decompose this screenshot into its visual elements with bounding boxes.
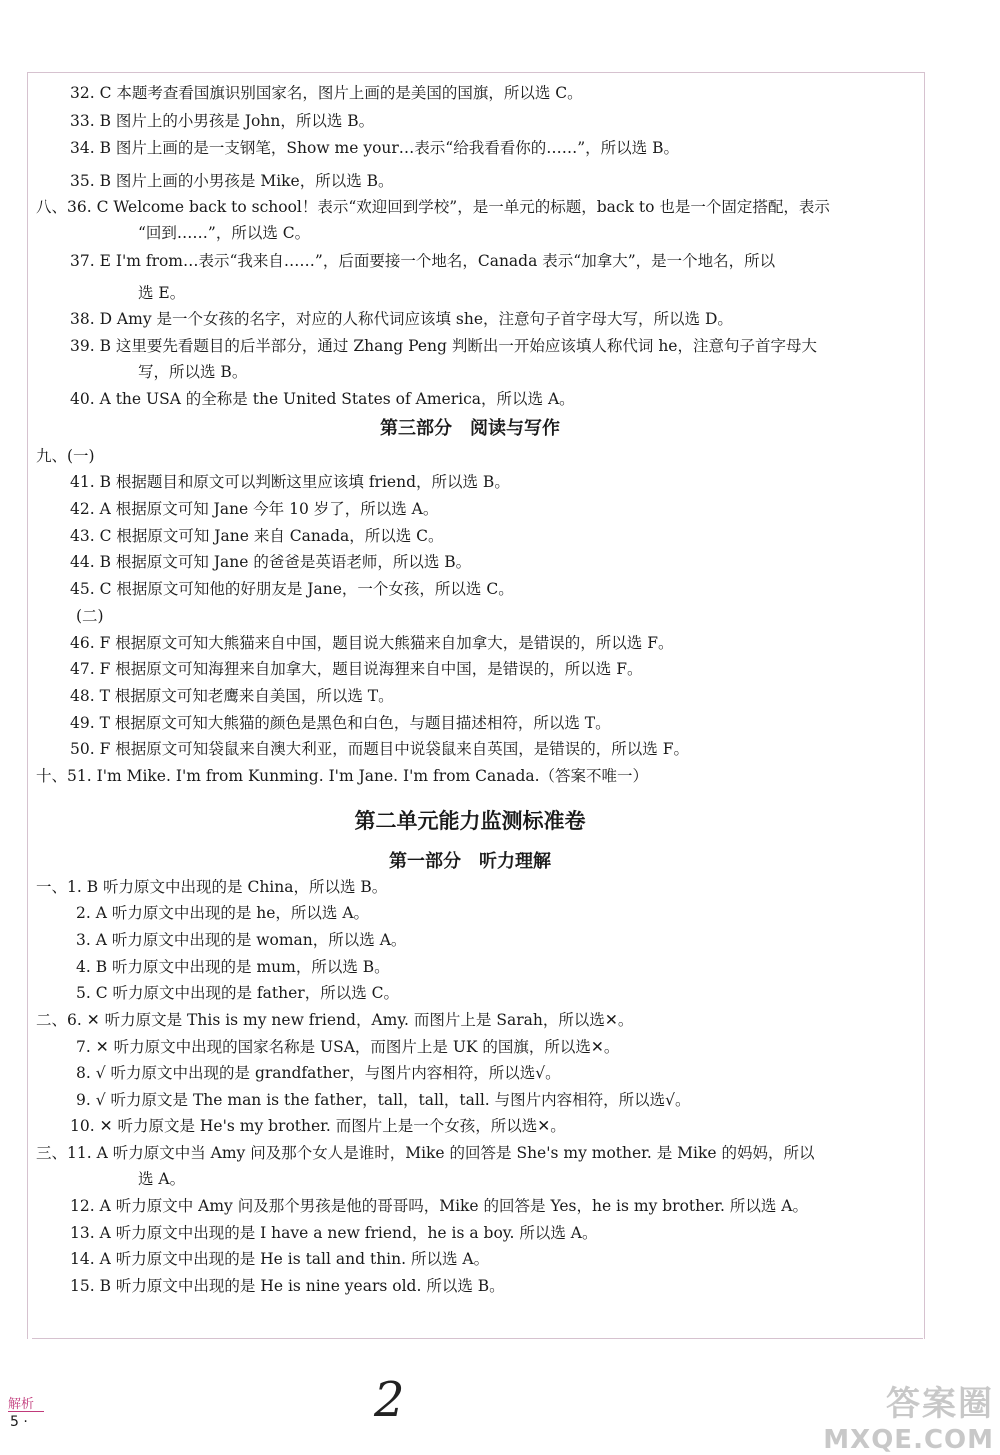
answer-line: 一、1. B 听力原文中出现的是 China，所以选 B。 [36,878,388,896]
tag-underline [8,1411,44,1412]
answer-line: 三、11. A 听力原文中当 Amy 问及那个女人是谁时，Mike 的回答是 She's my mother. 是 Mike 的妈妈，所以 [36,1144,815,1162]
watermark [823,1376,994,1455]
answer-line: 4. B 听力原文中出现的是 mum，所以选 B。 [76,958,390,976]
answer-line: 41. B 根据题目和原文可以判断这里应该填 friend，所以选 B。 [70,473,510,491]
answer-line: 12. A 听力原文中 Amy 问及那个男孩是他的哥哥吗，Mike 的回答是 Yes，he is my brother. 所以选 A。 [70,1197,808,1215]
page-number: 5 · [10,1414,28,1430]
answer-line: 九、(一) [36,447,95,465]
answer-line: 13. A 听力原文中出现的是 I have a new friend，he is a boy. 所以选 A。 [70,1224,598,1242]
answer-line: 38. D Amy 是一个女孩的名字，对应的人称代词应该填 she，注意句子首字母大写，所以选 D。 [70,310,733,328]
answer-line: 35. B 图片上画的小男孩是 Mike，所以选 B。 [70,172,394,190]
answer-line: 选 A。 [138,1170,186,1188]
answer-line: 39. B 这里要先看题目的后半部分，通过 Zhang Peng 判断出一开始应该填人称代词 he，注意句子首字母大 [70,337,817,355]
answer-line: 42. A 根据原文可知 Jane 今年 10 岁了，所以选 A。 [70,500,439,518]
heading-unit2: 第二单元能力监测标准卷 [354,809,586,833]
answer-line: 8. √ 听力原文中出现的是 grandfather，与图片内容相符，所以选√。 [76,1064,561,1082]
answer-line: 3. A 听力原文中出现的是 woman，所以选 A。 [76,931,407,949]
answer-line: 45. C 根据原文可知他的好朋友是 Jane，一个女孩，所以选 C。 [70,580,514,598]
analysis-tag: 解析 [8,1397,35,1412]
answer-line: 40. A the USA 的全称是 the United States of America，所以选 A。 [70,390,575,408]
answer-line: 43. C 根据原文可知 Jane 来自 Canada，所以选 C。 [70,527,444,545]
answer-line: 50. F 根据原文可知袋鼠来自澳大利亚，而题目中说袋鼠来自英国，是错误的，所以选 F。 [70,740,689,758]
heading-part3: 第三部分 阅读与写作 [380,418,560,439]
answer-line: 二、6. ✕ 听力原文是 This is my new friend，Amy. 而图片上是 Sarah，所以选✕。 [36,1011,634,1029]
answer-line: 34. B 图片上画的是一支钢笔，Show me your…表示“给我看看你的……”，所以选 B。 [70,139,679,157]
answer-line: 10. ✕ 听力原文是 He's my brother. 而图片上是一个女孩，所以选✕。 [70,1117,566,1135]
watermark-logo: 答案圈 [886,1384,994,1424]
answer-line: 十、51. I'm Mike. I'm from Kunming. I'm Jane. I'm from Canada.（答案不唯一） [36,767,649,785]
heading-part1: 第一部分 听力理解 [389,851,551,872]
answer-line: 33. B 图片上的小男孩是 John，所以选 B。 [70,112,375,130]
answer-line: 2. A 听力原文中出现的是 he，所以选 A。 [76,904,370,922]
answer-line: 5. C 听力原文中出现的是 father，所以选 C。 [76,984,399,1002]
answer-line: 14. A 听力原文中出现的是 He is tall and thin. 所以选 A。 [70,1250,490,1268]
page-frame-bottom [32,1338,923,1339]
answer-line: 写，所以选 B。 [138,363,248,381]
answer-line: 32. C 本题考查看国旗识别国家名，图片上画的是美国的国旗，所以选 C。 [70,84,583,102]
answer-line: 37. E I'm from…表示“我来自……”，后面要接一个地名，Canada 表示“加拿大”，是一个地名，所以 [70,252,776,270]
answer-line: 44. B 根据原文可知 Jane 的爸爸是英语老师，所以选 B。 [70,553,472,571]
watermark-url: MXQE.COM [823,1425,994,1455]
answer-line: 选 E。 [138,284,186,302]
answer-line: 47. F 根据原文可知海狸来自加拿大，题目说海狸来自中国，是错误的，所以选 F。 [70,660,643,678]
answer-line: 48. T 根据原文可知老鹰来自美国，所以选 T。 [70,687,394,705]
answer-line: 八、36. C Welcome back to school！表示“欢迎回到学校”，是一单元的标题，back to 也是一个固定搭配，表示 [36,198,830,216]
answer-line: 49. T 根据原文可知大熊猫的颜色是黑色和白色，与题目描述相符，所以选 T。 [70,714,611,732]
answer-line: 15. B 听力原文中出现的是 He is nine years old. 所以选 B。 [70,1277,505,1295]
handwritten-mark: 2 [374,1372,405,1428]
answer-line: 46. F 根据原文可知大熊猫来自中国，题目说大熊猫来自加拿大，是错误的，所以选 F。 [70,634,674,652]
answer-line: 9. √ 听力原文是 The man is the father，tall，tall，tall. 与图片内容相符，所以选√。 [76,1091,691,1109]
answer-line: (二) [76,607,104,625]
answer-line: “回到……”，所以选 C。 [138,224,311,242]
answer-line: 7. ✕ 听力原文中出现的国家名称是 USA，而图片上是 UK 的国旗，所以选✕。 [76,1038,620,1056]
